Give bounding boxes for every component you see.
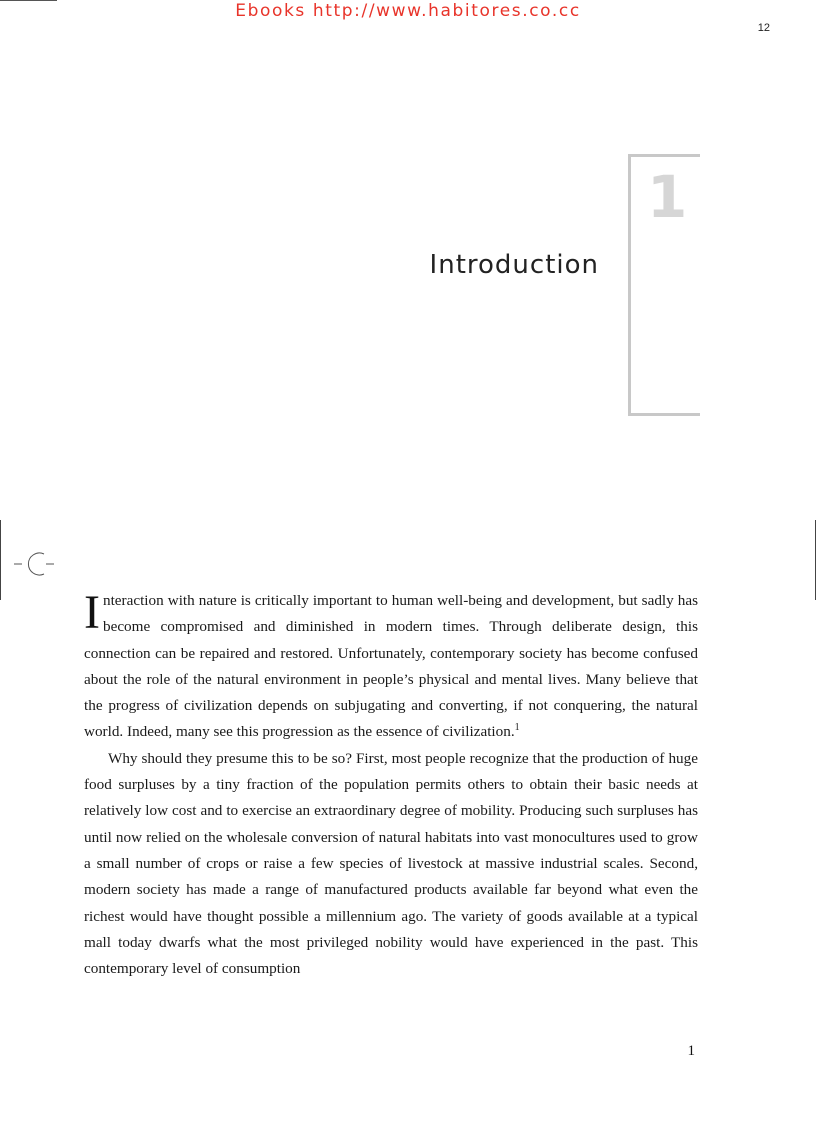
body-text	[84, 588, 698, 982]
left-margin-line	[0, 520, 1, 600]
ebooks-watermark-link[interactable]: Ebooks http://www.habitores.co.cc	[235, 1, 581, 21]
drop-cap: I	[84, 586, 100, 639]
registration-mark-icon	[14, 551, 58, 577]
page-number: 1	[687, 1043, 695, 1059]
footnote-marker: 1	[514, 722, 520, 734]
chapter-title: Introduction	[429, 250, 599, 280]
pdf-page-index: 12	[757, 22, 770, 34]
paragraph-2: Why should they presume this to be so? First, most people recognize that the production of huge food surpluses by a tiny fraction of the population permits others to obtain their basic needs at relatively low cost and to exercise an extraordinary degree of mobility. Producing such surpluses has until now relied on the wholesale conversion of natural habitats into vast monocultures used to grow a small number of crops or raise a few species of livestock at massive industrial scales. Second, modern society has made a range of manufactured products available far beyond what even the richest would have thought possible a millennium ago. The variety of goods available at a typical mall today dwarfs what the most privileged nobility would have experienced in the past. This contemporary level of consumption	[84, 749, 698, 978]
paragraph-1	[84, 588, 698, 746]
chapter-number: 1	[647, 163, 688, 231]
paragraph-1-text: nteraction with nature is critically important to human well-being and development, but sadly has become compromised and diminished in modern times. Through deliberate design, this connection can be repaired and restored. Unfortunately, contemporary society has become confused about the role of the natural environment in people’s physical and mental lives. Many believe that the progress of civilization depends on subjugating and converting, if not conquering, the natural world. Indeed, many see this progression as the essence of civilization.	[84, 592, 698, 741]
